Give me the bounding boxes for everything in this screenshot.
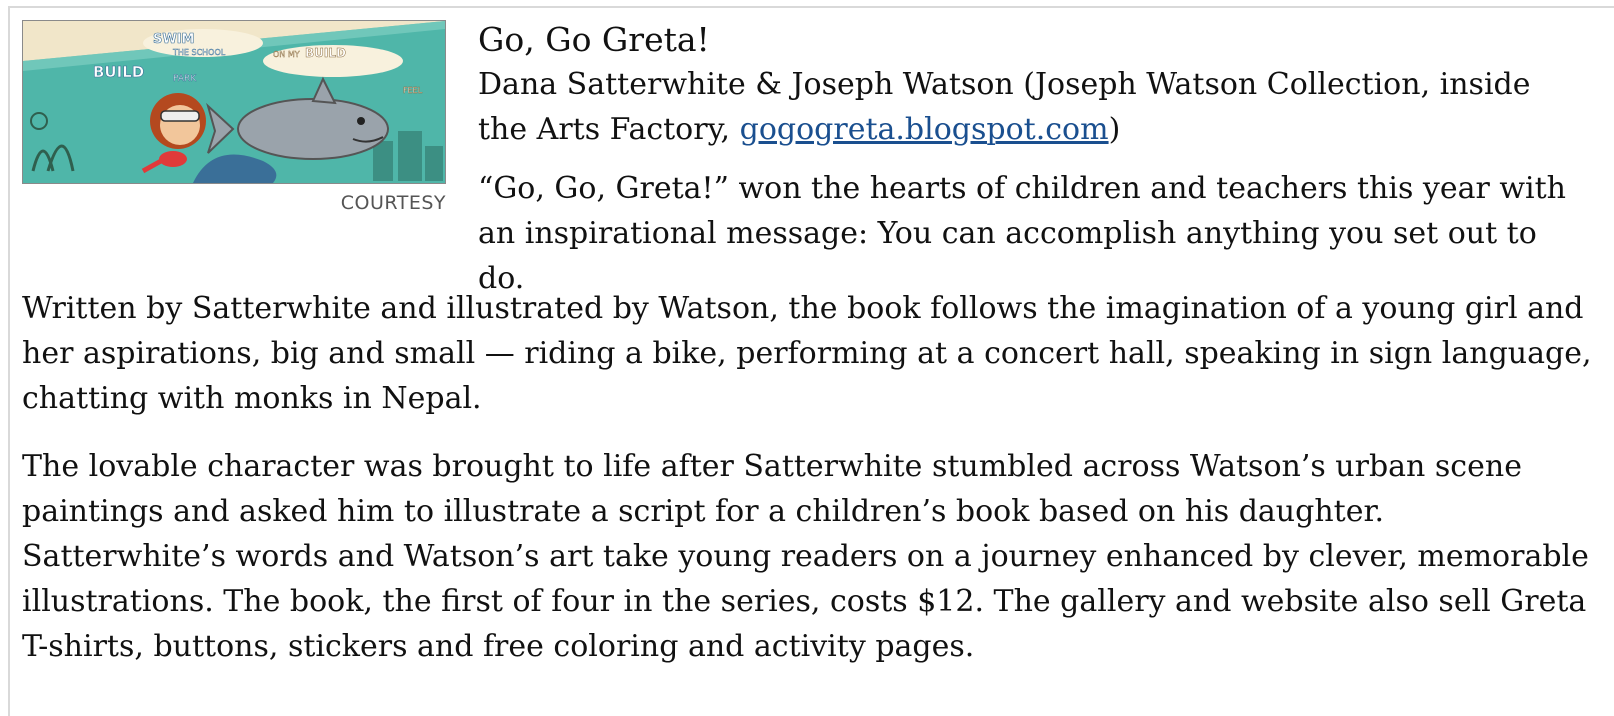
image-credit: COURTESY (340, 192, 446, 214)
byline-text: Dana Satterwhite & Joseph Watson (Joseph Watson Collection, inside the Arts Factory, (478, 67, 1531, 147)
image-text-park: PARK (173, 74, 197, 84)
image-text-extra: ON MY (273, 50, 300, 59)
article-header (478, 18, 1578, 301)
body-paragraph-1: Written by Satterwhite and illustrated by Watson, the book follows the imagination of a young girl and her aspirations, big and small — riding a bike, performing at a concert hall, speaking in sign language, chatting with monks in Nepal. (22, 291, 1592, 416)
article-byline (478, 62, 1578, 152)
article-figure (22, 20, 446, 214)
image-text-build2: BUILD (305, 46, 346, 60)
image-text-right: FEEL (403, 86, 423, 95)
article-title: Go, Go Greta! (478, 20, 710, 59)
body-paragraph-2: The lovable character was brought to life after Satterwhite stumbled across Watson’s urban scene paintings and asked him to illustrate a script for a children’s book based on his daughter. Satterwhite’s words and Watson’s art take young readers on a journey enhanced by clever, memorable illustrations. The book, the first of four in the series, costs $12. The gallery and website also sell Greta T-shirts, buttons, stickers and free coloring and activity pages. (22, 449, 1589, 664)
image-text-swim: SWIM (153, 32, 195, 47)
website-link[interactable]: gogogreta.blogspot.com (739, 112, 1109, 147)
byline-close: ) (1108, 112, 1121, 147)
image-text-school: THE SCHOOL (173, 48, 226, 57)
book-illustration-image (22, 20, 446, 184)
image-text-build: BUILD (93, 63, 145, 81)
illustration-art (23, 21, 445, 183)
article-body (22, 286, 1592, 692)
intro-paragraph: “Go, Go, Greta!” won the hearts of children and teachers this year with an inspirational message: You can accomplish anything you set out to do. (478, 171, 1566, 296)
